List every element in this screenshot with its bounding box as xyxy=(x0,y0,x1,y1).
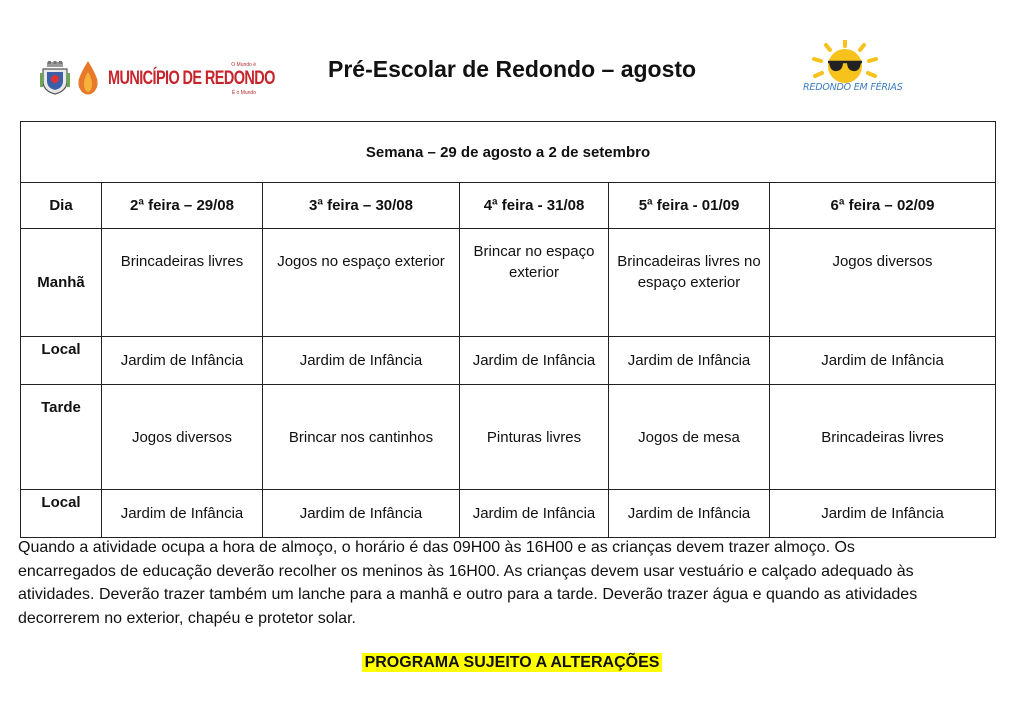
notes-line: encarregados de educação deverão recolher os meninos às 16H00. As crianças devem usar vestuário e calçado adequado às xyxy=(18,562,914,580)
row-label: Tarde xyxy=(21,385,102,490)
week-heading: Semana – 29 de agosto a 2 de setembro xyxy=(21,122,996,183)
table-cell: Jardim de Infância xyxy=(263,337,460,385)
column-header: 5ª feira - 01/09 xyxy=(609,183,770,229)
municipio-name: MUNICÍPIO DE REDONDO xyxy=(108,68,275,90)
column-header: 4ª feira - 31/08 xyxy=(460,183,609,229)
table-cell: Brincar no espaço exterior xyxy=(460,229,609,337)
table-cell: Brincar nos cantinhos xyxy=(263,385,460,490)
table-cell: Jogos diversos xyxy=(102,385,263,490)
table-cell: Jardim de Infância xyxy=(460,337,609,385)
table-row-tarde xyxy=(21,385,996,490)
table-cell: Jardim de Infância xyxy=(460,490,609,538)
row-label: Local xyxy=(21,337,102,385)
table-cell: Jardim de Infância xyxy=(770,337,996,385)
notes-line: decorrerem no exterior, chapéu e protetor solar. xyxy=(18,609,356,627)
ferias-wordmark: REDONDO EM FÉRIAS xyxy=(803,82,903,93)
table-row-manha xyxy=(21,229,996,337)
table-cell: Jogos de mesa xyxy=(609,385,770,490)
row-label: Manhã xyxy=(21,229,102,337)
column-header: 2ª feira – 29/08 xyxy=(102,183,263,229)
table-cell: Jardim de Infância xyxy=(102,337,263,385)
column-header: 3ª feira – 30/08 xyxy=(263,183,460,229)
week-row xyxy=(21,122,996,183)
header-row xyxy=(21,183,996,229)
table-cell: Jardim de Infância xyxy=(102,490,263,538)
municipio-wordmark xyxy=(108,60,275,96)
table-cell: Jogos diversos xyxy=(770,229,996,337)
table-row-local-manha xyxy=(21,337,996,385)
coat-of-arms-icon xyxy=(40,61,70,95)
sun-sunglasses-icon xyxy=(800,40,900,84)
municipio-logo xyxy=(40,58,275,98)
table-cell: Pinturas livres xyxy=(460,385,609,490)
redondo-em-ferias-logo xyxy=(800,40,903,100)
municipio-tagline-top: O Mundo é xyxy=(231,62,256,68)
table-cell: Brincadeiras livres xyxy=(102,229,263,337)
column-header: Dia xyxy=(21,183,102,229)
table-cell: Brincadeiras livres xyxy=(770,385,996,490)
notes-line: Quando a atividade ocupa a hora de almoço, o horário é das 09H00 às 16H00 e as crianças devem trazer almoço. Os xyxy=(18,539,855,556)
table-cell: Brincadeiras livres no espaço exterior xyxy=(609,229,770,337)
table-cell: Jardim de Infância xyxy=(609,337,770,385)
row-label: Local xyxy=(21,490,102,538)
table-row-local-tarde xyxy=(21,490,996,538)
schedule-table xyxy=(20,121,996,538)
footer-notice xyxy=(0,654,1024,672)
municipio-tagline-bottom: É o Mundo xyxy=(231,90,256,96)
subject-to-change-label: PROGRAMA SUJEITO A ALTERAÇÕES xyxy=(362,653,663,672)
table-cell: Jardim de Infância xyxy=(263,490,460,538)
column-header: 6ª feira – 02/09 xyxy=(770,183,996,229)
flame-logo-icon xyxy=(76,60,100,96)
table-cell: Jardim de Infância xyxy=(770,490,996,538)
notes-paragraph xyxy=(18,536,1018,630)
table-cell: Jardim de Infância xyxy=(609,490,770,538)
page-title: Pré-Escolar de Redondo – agosto xyxy=(328,56,697,82)
notes-line: atividades. Deverão trazer também um lanche para a manhã e outro para a tarde. Deverão trazer água e quando as atividades xyxy=(18,586,918,604)
table-cell: Jogos no espaço exterior xyxy=(263,229,460,337)
